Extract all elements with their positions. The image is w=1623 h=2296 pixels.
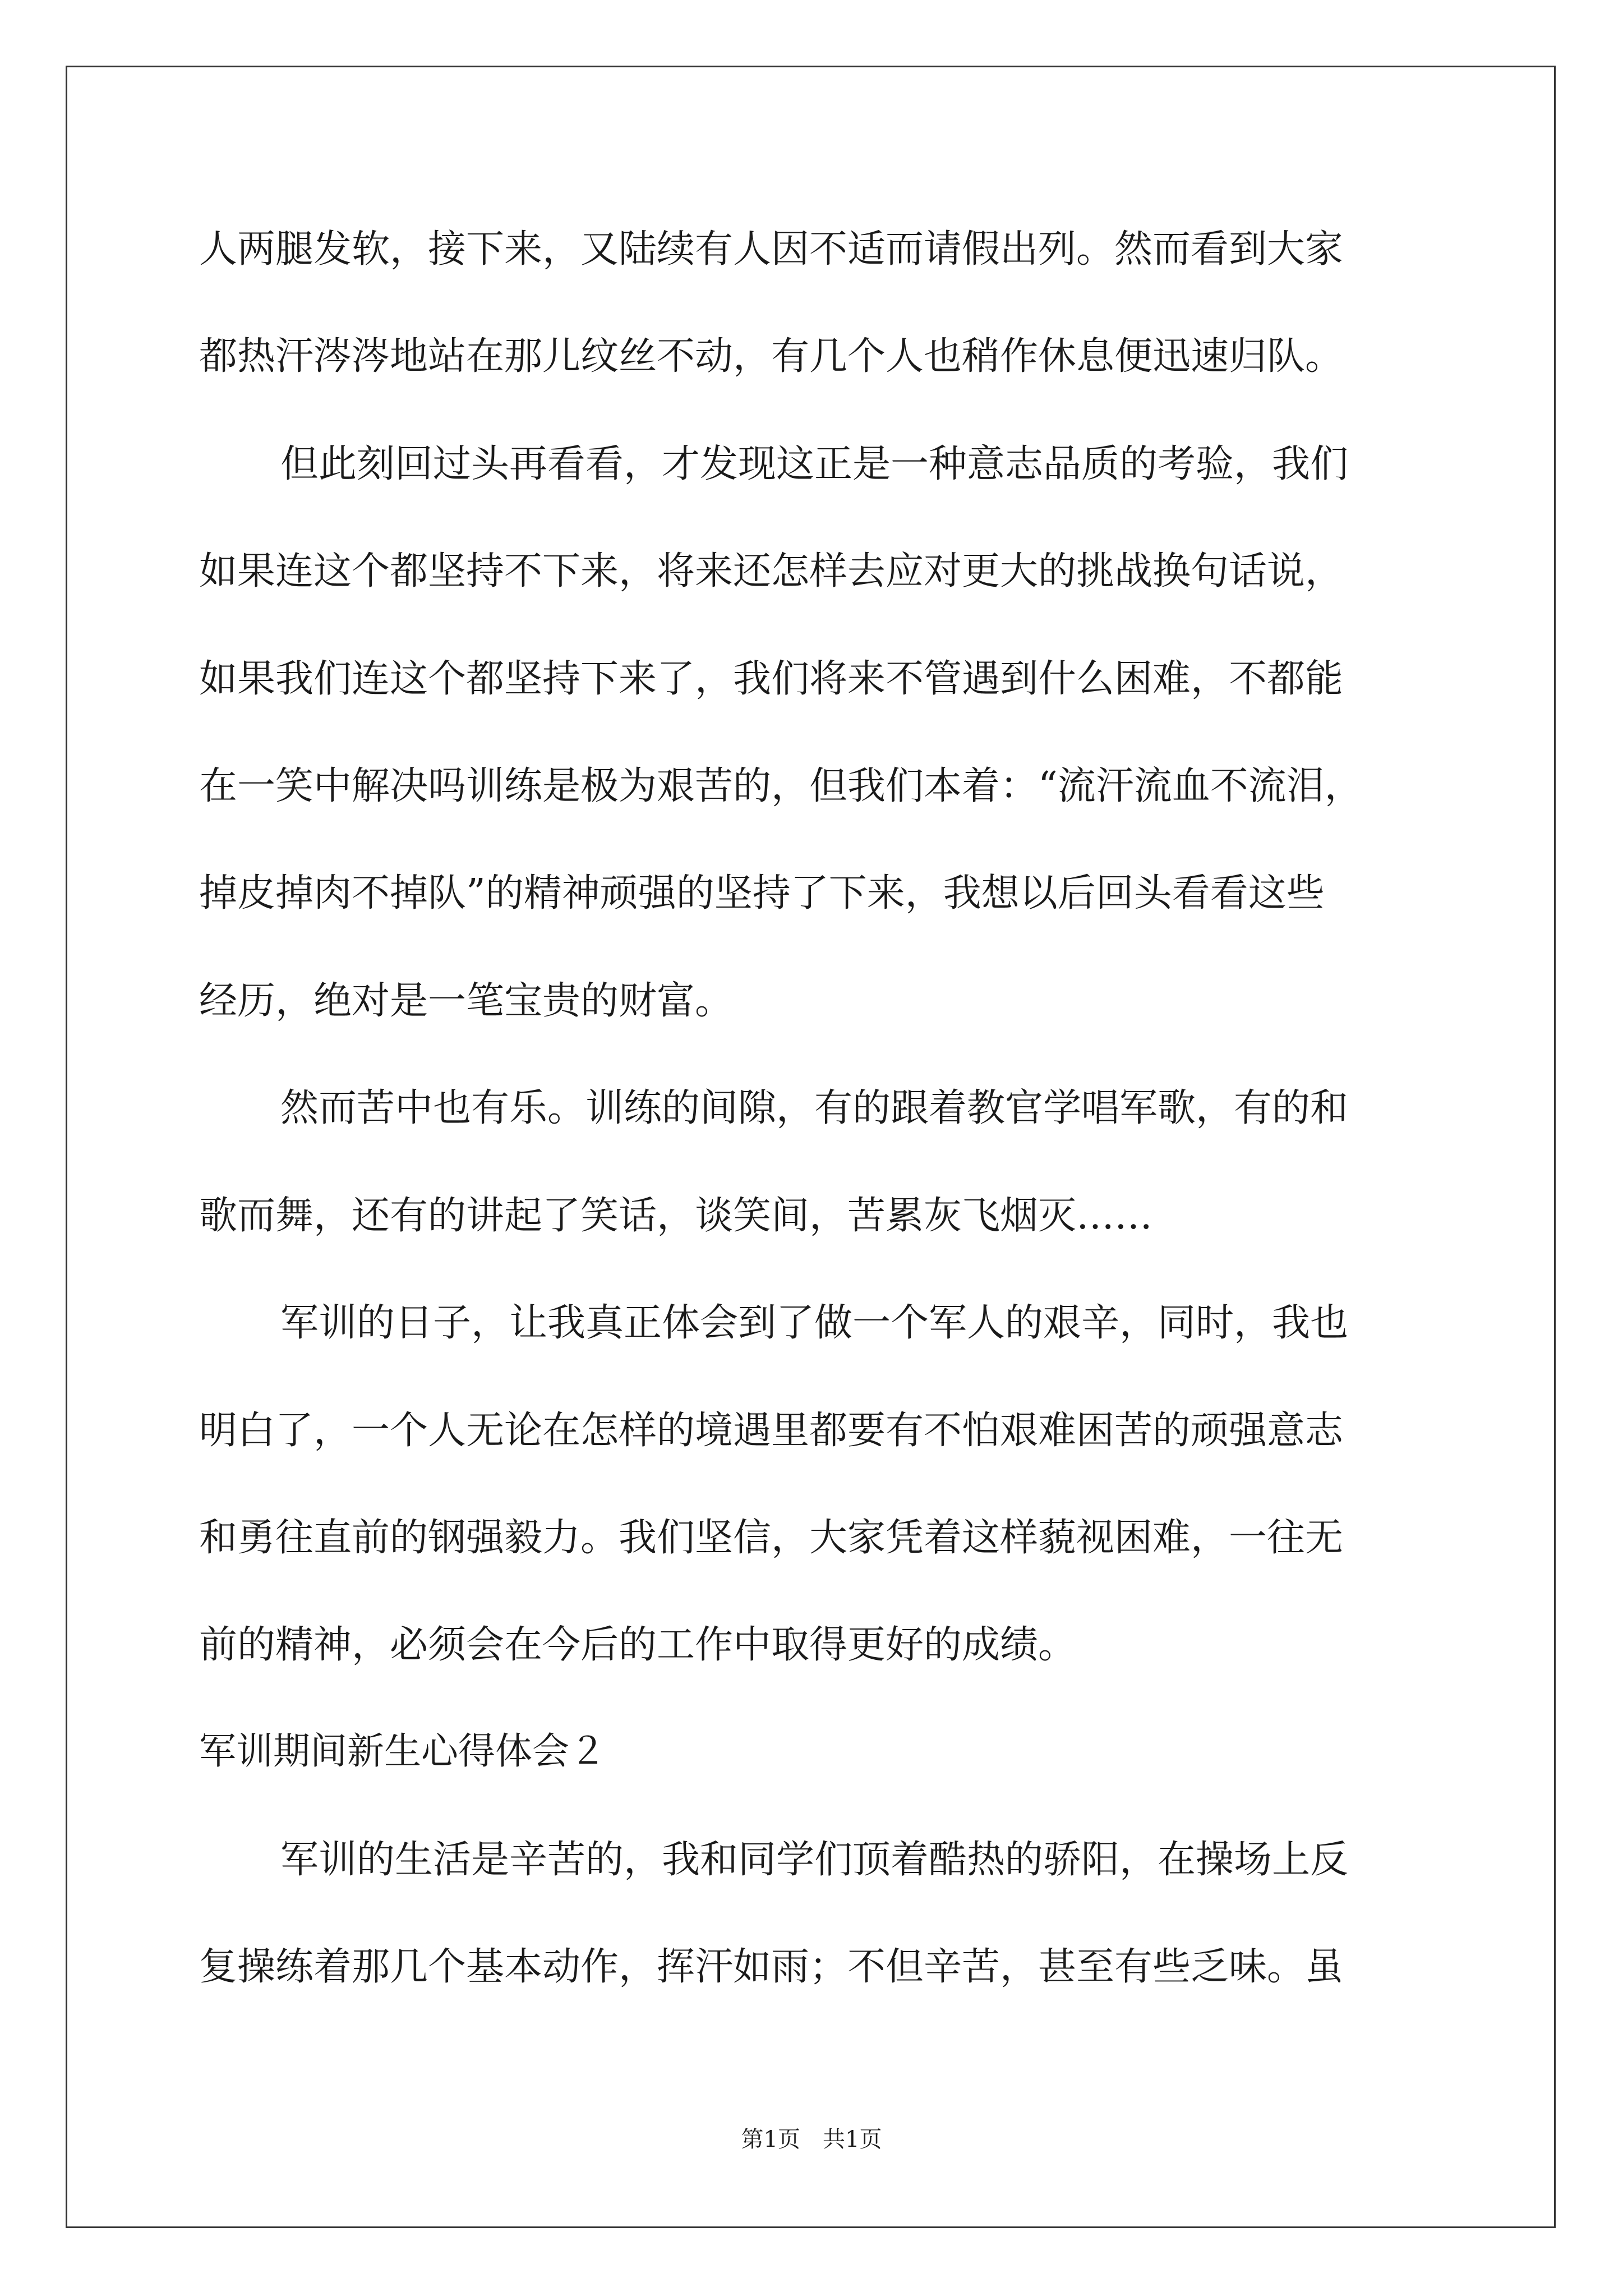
- page-footer: 第1页 共1页: [741, 2127, 882, 2152]
- text-line-10: 歌而舞，还有的讲起了笑话，谈笑间，苦累灰飞烟灭……: [199, 1194, 1153, 1238]
- page-border: [66, 66, 1556, 2228]
- text-line-16: 军训的生活是辛苦的，我和同学们顶着酷热的骄阳，在操场上反: [280, 1838, 1349, 1882]
- text-line-12: 明白了，一个人无论在怎样的境遇里都要有不怕艰难困苦的顽强意志: [199, 1409, 1344, 1453]
- text-line-7: 掉皮掉肉不掉队”的精神顽强的坚持了下来，我想以后回头看看这些: [199, 871, 1325, 915]
- text-line-14: 前的精神，必须会在今后的工作中取得更好的成绩。: [199, 1623, 1077, 1667]
- text-line-17: 复操练着那几个基本动作，挥汗如雨；不但辛苦，甚至有些乏味。虽: [199, 1945, 1344, 1989]
- text-line-13: 和勇往直前的钢强毅力。我们坚信，大家凭着这样藐视困难，一往无: [199, 1516, 1344, 1560]
- text-line-6: 在一笑中解决吗训练是极为艰苦的，但我们本着：“流汗流血不流泪，: [199, 764, 1363, 808]
- text-line-3: 但此刻回过头再看看，才发现这正是一种意志品质的考验，我们: [280, 442, 1349, 486]
- text-line-4: 如果连这个都坚持不下来，将来还怎样去应对更大的挑战换句话说，: [199, 549, 1344, 593]
- text-line-11: 军训的日子，让我真正体会到了做一个军人的艰辛，同时，我也: [280, 1301, 1349, 1345]
- text-line-2: 都热汗涔涔地站在那儿纹丝不动，有几个人也稍作休息便迅速归队。: [199, 334, 1344, 379]
- text-line-1: 人两腿发软，接下来，又陆续有人因不适而请假出列。然而看到大家: [199, 227, 1344, 272]
- text-line-5: 如果我们连这个都坚持下来了，我们将来不管遇到什么困难，不都能: [199, 657, 1344, 701]
- text-line-8: 经历，绝对是一笔宝贵的财富。: [199, 979, 734, 1023]
- section-heading: 军训期间新生心得体会２: [199, 1729, 606, 1773]
- text-line-9: 然而苦中也有乐。训练的间隙，有的跟着教官学唱军歌，有的和: [280, 1086, 1349, 1130]
